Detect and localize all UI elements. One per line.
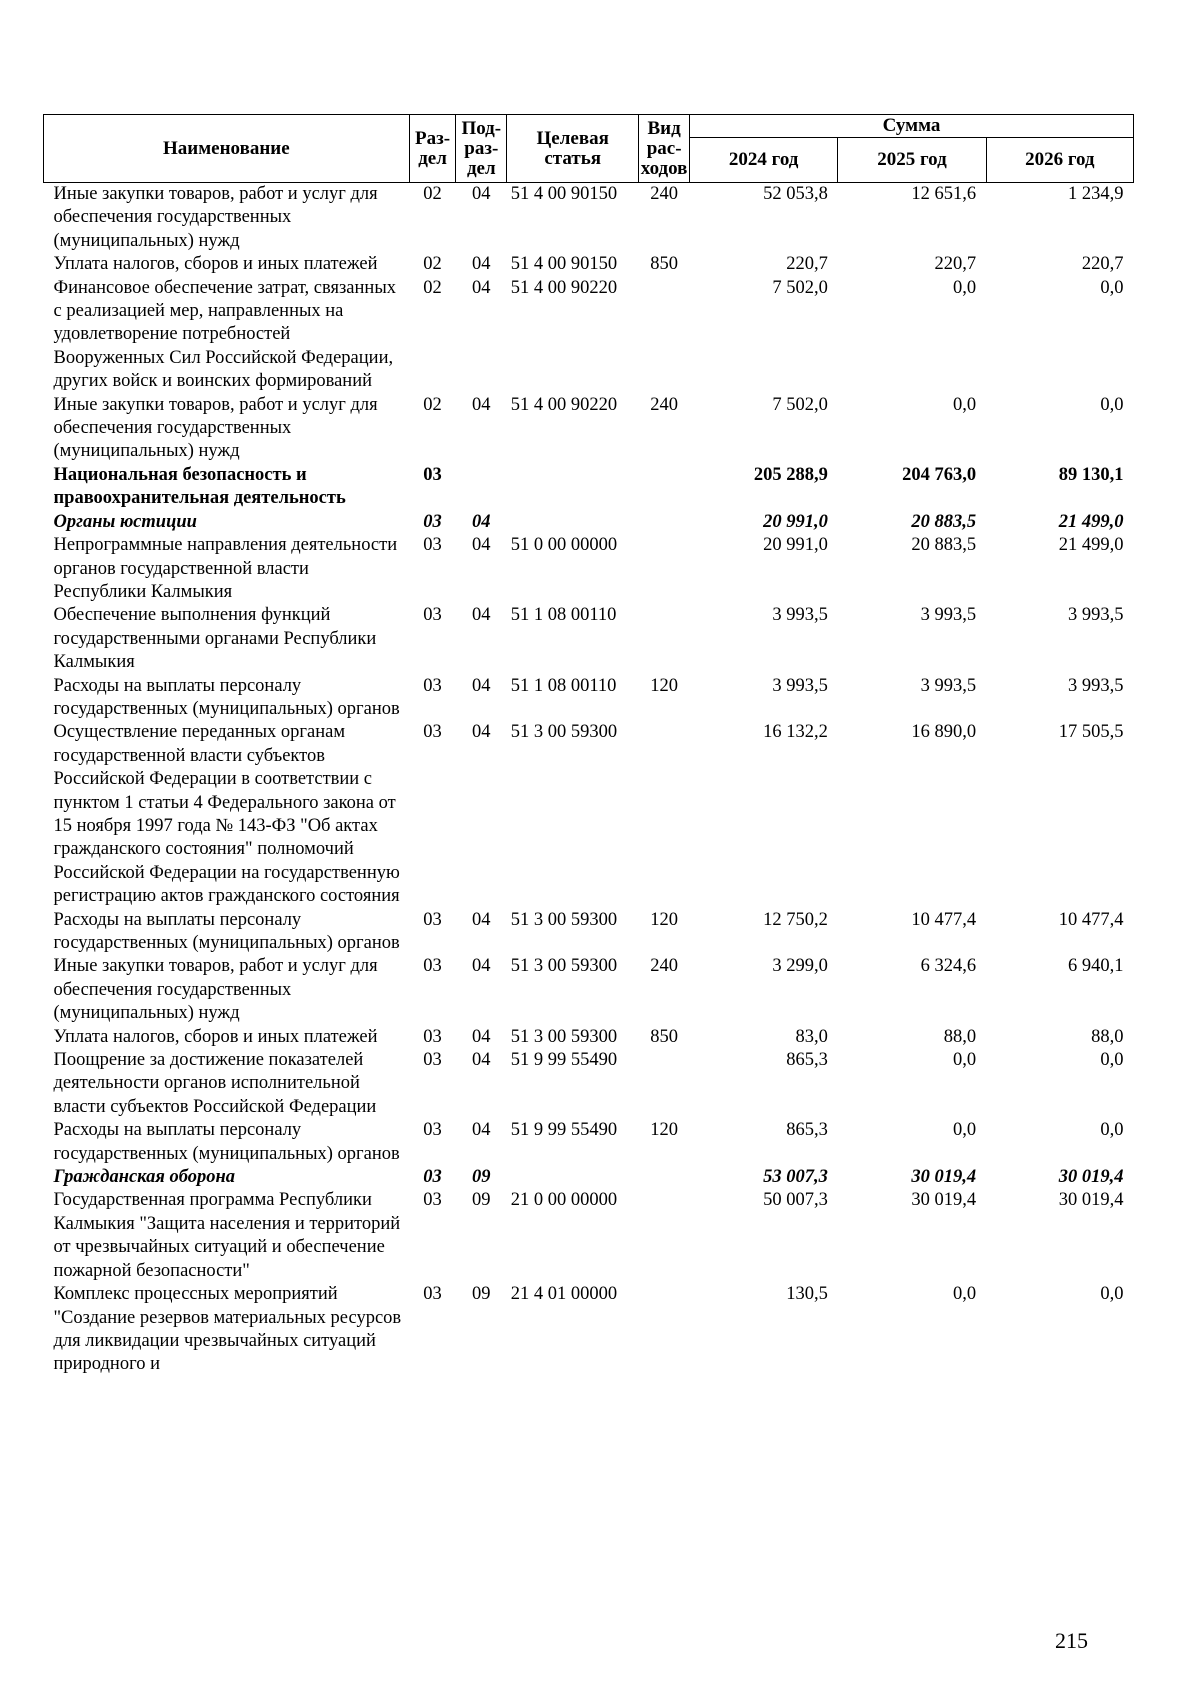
row-target: 51 4 00 90220 <box>510 394 618 415</box>
header-razdel: Раз- дел <box>409 115 456 183</box>
row-sum-2024: 20 991,0 <box>763 535 828 556</box>
table-row <box>44 534 1134 604</box>
row-sum-2026: 1 234,9 <box>1068 184 1124 204</box>
table-row <box>44 909 1134 956</box>
row-sum-2026: 220,7 <box>1081 254 1124 275</box>
row-target: 21 0 00 00000 <box>510 1190 618 1211</box>
row-sum-2026: 88,0 <box>1091 1026 1124 1047</box>
table-row <box>44 464 1134 511</box>
row-vid: 240 <box>650 394 678 415</box>
row-name: Уплата налогов, сборов и иных платежей <box>53 1026 378 1047</box>
row-razdel: 03 <box>423 722 442 743</box>
row-razdel: 03 <box>423 605 442 626</box>
header-sum: Сумма <box>690 115 1134 138</box>
header-name: Наименование <box>44 115 410 183</box>
row-podrazdel: 09 <box>472 1284 491 1305</box>
row-name: Национальная безопасность и правоохранительная деятельность <box>53 464 346 509</box>
row-razdel: 03 <box>423 956 442 977</box>
row-razdel: 03 <box>423 1167 442 1188</box>
table-row <box>44 183 1134 254</box>
row-sum-2026: 3 993,5 <box>1068 675 1124 696</box>
row-name: Гражданская оборона <box>53 1167 236 1188</box>
row-razdel: 03 <box>423 1026 442 1047</box>
row-sum-2024: 205 288,9 <box>753 464 828 485</box>
row-sum-2026: 30 019,4 <box>1058 1167 1124 1188</box>
row-target: 51 1 08 00110 <box>510 605 617 626</box>
row-sum-2026: 10 477,4 <box>1058 909 1124 930</box>
row-sum-2025: 6 324,6 <box>920 956 977 977</box>
row-podrazdel: 04 <box>472 277 491 298</box>
row-sum-2026: 3 993,5 <box>1068 605 1124 626</box>
row-podrazdel: 09 <box>472 1167 491 1188</box>
row-podrazdel: 04 <box>472 675 491 696</box>
row-sum-2024: 7 502,0 <box>772 394 828 415</box>
row-name: Иные закупки товаров, работ и услуг для обеспечения государственных (муниципальных) нужд <box>53 956 378 1024</box>
table-row <box>44 511 1134 534</box>
row-target <box>507 464 639 511</box>
row-razdel: 02 <box>423 277 442 298</box>
row-podrazdel: 04 <box>472 394 491 415</box>
row-razdel: 02 <box>423 394 442 415</box>
row-target: 51 4 00 90150 <box>510 254 618 275</box>
row-sum-2025: 10 477,4 <box>911 909 977 930</box>
table-row <box>44 394 1134 464</box>
row-name: Иные закупки товаров, работ и услуг для обеспечения государственных (муниципальных) нужд <box>53 394 378 462</box>
row-sum-2024: 52 053,8 <box>763 184 828 204</box>
row-target: 51 1 08 00110 <box>510 675 617 696</box>
row-sum-2024: 220,7 <box>786 254 828 275</box>
row-name: Расходы на выплаты персоналу государственных (муниципальных) органов <box>53 1120 400 1164</box>
row-target: 51 0 00 00000 <box>510 535 618 556</box>
header-vid: Вид рас- ходов <box>639 115 690 183</box>
row-name: Иные закупки товаров, работ и услуг для обеспечения государственных (муниципальных) нужд <box>53 184 378 251</box>
row-sum-2025: 204 763,0 <box>902 464 977 485</box>
header-target: Целевая статья <box>507 115 639 183</box>
row-sum-2025: 30 019,4 <box>911 1167 977 1188</box>
row-name: Государственная программа Республики Калмыкия "Защита населения и территорий от чрезвычайных ситуаций и обеспечение пожарной безопасности" <box>53 1190 401 1281</box>
row-sum-2024: 12 750,2 <box>763 909 828 930</box>
row-podrazdel: 04 <box>472 535 491 556</box>
row-name: Расходы на выплаты персоналу государственных (муниципальных) органов <box>53 909 400 953</box>
table-row <box>44 253 1134 276</box>
row-name: Уплата налогов, сборов и иных платежей <box>53 254 378 275</box>
row-sum-2025: 0,0 <box>952 1050 977 1071</box>
row-target: 51 3 00 59300 <box>510 956 618 977</box>
row-sum-2025: 20 883,5 <box>911 511 977 532</box>
row-sum-2025: 12 651,6 <box>911 184 977 204</box>
table-row <box>44 721 1134 908</box>
row-podrazdel: 04 <box>472 1120 491 1141</box>
row-sum-2026: 0,0 <box>1100 277 1124 298</box>
row-sum-2025: 16 890,0 <box>911 722 977 743</box>
row-sum-2024: 20 991,0 <box>763 511 828 532</box>
row-vid: 850 <box>650 254 678 275</box>
row-vid: 120 <box>650 909 678 930</box>
row-sum-2024: 865,3 <box>786 1050 828 1071</box>
row-podrazdel: 04 <box>472 909 491 930</box>
row-podrazdel: 04 <box>472 511 491 532</box>
row-vid <box>639 464 690 511</box>
row-podrazdel: 09 <box>472 1190 491 1211</box>
row-razdel: 03 <box>423 1190 442 1211</box>
row-sum-2025: 220,7 <box>934 254 977 275</box>
row-sum-2024: 16 132,2 <box>763 722 828 743</box>
row-sum-2024: 7 502,0 <box>772 277 828 298</box>
table-header <box>44 115 1134 183</box>
row-vid <box>639 1283 690 1377</box>
row-sum-2024: 865,3 <box>786 1120 828 1141</box>
row-sum-2025: 88,0 <box>943 1026 977 1047</box>
row-vid: 240 <box>650 956 678 977</box>
table-row <box>44 1119 1134 1166</box>
row-sum-2025: 0,0 <box>952 394 977 415</box>
row-podrazdel: 04 <box>472 254 491 275</box>
row-vid <box>639 1166 690 1189</box>
header-2025: 2025 год <box>838 138 986 183</box>
row-razdel: 02 <box>423 184 442 204</box>
row-sum-2026: 0,0 <box>1100 1284 1124 1305</box>
row-sum-2026: 21 499,0 <box>1058 511 1124 532</box>
row-razdel: 02 <box>423 254 442 275</box>
row-sum-2025: 30 019,4 <box>911 1190 977 1211</box>
row-vid <box>639 1049 690 1119</box>
row-name: Непрограммные направления деятельности органов государственной власти Республики Калмыкия <box>53 535 398 602</box>
row-podrazdel <box>456 464 507 511</box>
row-podrazdel: 04 <box>472 605 491 626</box>
table-body <box>44 183 1134 1377</box>
row-name: Расходы на выплаты персоналу государственных (муниципальных) органов <box>53 675 400 719</box>
row-target: 21 4 01 00000 <box>510 1284 618 1305</box>
row-sum-2025: 0,0 <box>952 1120 977 1141</box>
row-sum-2024: 53 007,3 <box>763 1167 828 1188</box>
row-name: Органы юстиции <box>53 511 197 532</box>
row-razdel: 03 <box>423 511 442 532</box>
row-razdel: 03 <box>423 464 442 485</box>
row-sum-2025: 3 993,5 <box>920 675 977 696</box>
row-sum-2026: 17 505,5 <box>1058 722 1124 743</box>
row-vid <box>639 1189 690 1283</box>
row-target: 51 9 99 55490 <box>510 1050 618 1071</box>
row-sum-2025: 0,0 <box>952 1284 977 1305</box>
row-sum-2024: 130,5 <box>786 1284 828 1305</box>
row-name: Комплекс процессных мероприятий "Создание резервов материальных ресурсов для ликвидации чрезвычайных ситуаций природного и <box>53 1284 402 1375</box>
table-row <box>44 1166 1134 1189</box>
row-name: Поощрение за достижение показателей деятельности органов исполнительной власти субъектов Российской Федерации <box>53 1050 377 1117</box>
row-razdel: 03 <box>423 1284 442 1305</box>
row-vid: 120 <box>650 1120 678 1141</box>
row-sum-2024: 3 993,5 <box>772 675 828 696</box>
row-sum-2025: 0,0 <box>952 277 977 298</box>
header-2026: 2026 год <box>986 138 1133 183</box>
row-sum-2026: 89 130,1 <box>1058 464 1124 485</box>
row-sum-2024: 3 299,0 <box>772 956 828 977</box>
row-vid: 120 <box>650 675 678 696</box>
row-target: 51 3 00 59300 <box>510 1026 618 1047</box>
row-razdel: 03 <box>423 1050 442 1071</box>
row-sum-2025: 3 993,5 <box>920 605 977 626</box>
row-sum-2026: 0,0 <box>1100 394 1124 415</box>
row-sum-2026: 6 940,1 <box>1068 956 1124 977</box>
row-target: 51 9 99 55490 <box>510 1120 618 1141</box>
table-row <box>44 955 1134 1025</box>
row-target: 51 3 00 59300 <box>510 909 618 930</box>
row-sum-2024: 3 993,5 <box>772 605 828 626</box>
row-target: 51 4 00 90220 <box>510 277 618 298</box>
table-row <box>44 675 1134 722</box>
row-target <box>507 1166 639 1189</box>
row-target: 51 3 00 59300 <box>510 722 618 743</box>
row-sum-2026: 21 499,0 <box>1058 535 1124 556</box>
row-vid <box>639 534 690 604</box>
row-sum-2024: 83,0 <box>795 1026 828 1047</box>
row-sum-2026: 0,0 <box>1100 1050 1124 1071</box>
row-target <box>507 511 639 534</box>
row-sum-2026: 30 019,4 <box>1058 1190 1124 1211</box>
row-vid: 240 <box>650 184 678 204</box>
row-name: Финансовое обеспечение затрат, связанных с реализацией мер, направленных на удовлетворение потребностей Вооруженных Сил Российской Федерации, других войск и воинских формирований <box>53 277 397 392</box>
row-podrazdel: 04 <box>472 956 491 977</box>
row-vid <box>639 604 690 674</box>
row-razdel: 03 <box>423 675 442 696</box>
row-sum-2025: 20 883,5 <box>911 535 977 556</box>
row-vid: 850 <box>650 1026 678 1047</box>
row-vid <box>639 277 690 394</box>
row-razdel: 03 <box>423 909 442 930</box>
row-name: Обеспечение выполнения функций государственными органами Республики Калмыкия <box>53 605 377 673</box>
header-2024: 2024 год <box>690 138 838 183</box>
table-row <box>44 1283 1134 1377</box>
row-razdel: 03 <box>423 1120 442 1141</box>
row-sum-2024: 50 007,3 <box>763 1190 828 1211</box>
row-target: 51 4 00 90150 <box>510 184 618 204</box>
row-sum-2026: 0,0 <box>1100 1120 1124 1141</box>
table-row <box>44 604 1134 674</box>
row-podrazdel: 04 <box>472 1050 491 1071</box>
budget-table <box>43 114 1134 1377</box>
table-row <box>44 1049 1134 1119</box>
row-vid <box>639 721 690 908</box>
row-razdel: 03 <box>423 535 442 556</box>
table-row <box>44 1189 1134 1283</box>
row-podrazdel: 04 <box>472 1026 491 1047</box>
header-podrazdel: Под- раз- дел <box>456 115 507 183</box>
row-podrazdel: 04 <box>472 722 491 743</box>
row-vid <box>639 511 690 534</box>
table-row <box>44 1026 1134 1049</box>
page-number: 215 <box>1055 1628 1088 1653</box>
row-name: Осуществление переданных органам государственной власти субъектов Российской Федерации в соответствии с пунктом 1 статьи 4 Федерального закона от 15 ноября 1997 года № 143-ФЗ "Об актах гражданского состояния" полномочий Российской Федерации на государственную регистрацию актов гражданского состояния <box>53 722 400 907</box>
row-podrazdel: 04 <box>472 184 491 204</box>
table-row <box>44 277 1134 394</box>
